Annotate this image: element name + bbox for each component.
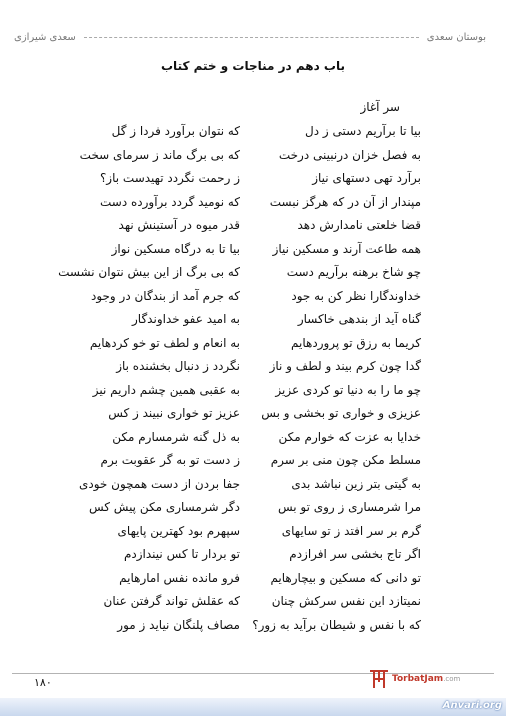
verse-second-hemistich: به ذل گنه شرمسارم مکن <box>112 429 240 444</box>
verse-row <box>0 359 506 383</box>
book-title: بوستان سعدی <box>426 31 486 43</box>
verse-first-hemistich: مرا شرمساری ز روی تو بس <box>277 500 421 514</box>
verse-row <box>0 148 506 172</box>
verse-first-hemistich: گدا چون کرم بیند و لطف و ناز <box>269 359 421 373</box>
intro-label: سر آغاز <box>360 100 400 114</box>
verse-second-hemistich: تو بردار تا کس نیندازدم <box>123 547 240 561</box>
verse-second-hemistich: دگر شرمساری مکن پیش کس <box>88 500 240 514</box>
verse-first-hemistich: کریما به رزق تو پروردهایم <box>291 335 421 350</box>
verse-first-hemistich: عزیزی و خواری تو بخشی و بس <box>261 406 421 420</box>
verse-row <box>0 406 506 430</box>
verse-first-hemistich: گرم بر سر افتد ز تو سایهای <box>281 523 421 538</box>
verse-list <box>0 124 506 641</box>
verse-row <box>0 218 506 242</box>
chapter-title: باب دهم در مناجات و ختم کتاب <box>161 59 345 73</box>
verse-first-hemistich: که با نفس و شیطان برآید به زور؟ <box>252 617 421 632</box>
page-header <box>14 27 486 47</box>
verse-row <box>0 171 506 195</box>
verse-row <box>0 265 506 289</box>
verse-second-hemistich: مصاف پلنگان نیاید ز مور <box>117 617 240 632</box>
verse-row <box>0 453 506 477</box>
verse-row <box>0 618 506 642</box>
verse-first-hemistich: برآرد تهی دستهای نیاز <box>312 171 421 185</box>
verse-second-hemistich: به انعام و لطف تو خو کردهایم <box>89 335 240 350</box>
verse-row <box>0 500 506 524</box>
verse-first-hemistich: خدایا به عزت که خوارم مکن <box>278 429 421 444</box>
author-name: سعدی شیرازی <box>14 31 76 43</box>
verse-first-hemistich: بیا تا برآریم دستی ز دل <box>305 124 421 138</box>
verse-row <box>0 477 506 501</box>
verse-first-hemistich: تو دانی که مسکین و بیچارهایم <box>270 570 421 585</box>
verse-first-hemistich: نمیتازد این نفس سرکش چنان <box>271 594 421 608</box>
verse-first-hemistich: چو شاخ برهنه برآریم دست <box>286 265 421 279</box>
logo-text: TorbatJam.com <box>392 674 461 684</box>
site-logo[interactable] <box>368 668 460 690</box>
verse-first-hemistich: اگر تاج بخشی سر افرازدم <box>289 547 421 561</box>
verse-row <box>0 547 506 571</box>
verse-row <box>0 571 506 595</box>
logo-icon <box>368 668 390 690</box>
verse-second-hemistich: ز دست تو به گر عقوبت برم <box>100 453 240 467</box>
verse-second-hemistich: فرو مانده نفس امارهایم <box>119 570 240 585</box>
verse-row <box>0 195 506 219</box>
verse-first-hemistich: به فصل خزان درنبینی درخت <box>278 147 421 162</box>
header-divider <box>84 37 419 38</box>
verse-second-hemistich: بیا تا به درگاه مسکین نواز <box>111 241 240 256</box>
verse-row <box>0 524 506 548</box>
verse-row <box>0 312 506 336</box>
verse-second-hemistich: که نومید گردد برآورده دست <box>99 194 240 209</box>
verse-second-hemistich: که بی برگ ماند ز سرمای سخت <box>79 147 240 162</box>
verse-second-hemistich: به امید عفو خداوندگار <box>132 312 240 326</box>
verse-second-hemistich: ز رحمت نگردد تهیدست باز؟ <box>99 171 240 185</box>
verse-row <box>0 124 506 148</box>
verse-first-hemistich: مپندار از آن در که هرگز نبست <box>269 194 421 209</box>
verse-second-hemistich: سپهرم بود کهترین پایهای <box>117 523 240 538</box>
verse-second-hemistich: که نتوان برآورد فردا ز گل <box>111 124 240 138</box>
verse-second-hemistich: که عقلش تواند گرفتن عنان <box>103 594 240 608</box>
verse-first-hemistich: مسلط مکن چون منی بر سرم <box>270 453 421 467</box>
verse-second-hemistich: نگردد ز دنبال بخشنده باز <box>116 359 240 373</box>
verse-second-hemistich: جفا بردن از دست همچون خودی <box>78 476 240 491</box>
verse-first-hemistich: همه طاعت آرند و مسکین نیاز <box>272 241 421 256</box>
verse-row <box>0 242 506 266</box>
verse-first-hemistich: قضا خلعتی نامدارش دهد <box>297 218 421 232</box>
verse-row <box>0 289 506 313</box>
verse-second-hemistich: که جرم آمد از بندگان در وجود <box>90 288 240 303</box>
verse-first-hemistich: گناه آید از بندهی خاکسار <box>297 312 421 326</box>
page-number: ۱۸۰ <box>34 676 52 689</box>
verse-first-hemistich: به گیتی بتر زین نباشد بدی <box>291 476 421 491</box>
verse-row <box>0 430 506 454</box>
verse-row <box>0 383 506 407</box>
verse-second-hemistich: به عقبی همین چشم داریم نیز <box>92 382 240 397</box>
verse-first-hemistich: خداوندگارا نظر کن به جود <box>291 288 421 303</box>
verse-first-hemistich: چو ما را به دنیا تو کردی عزیز <box>275 382 421 397</box>
verse-second-hemistich: عزیز تو خواری نبیند ز کس <box>108 406 240 420</box>
verse-second-hemistich: قدر میوه در آستینش نهد <box>118 218 240 232</box>
verse-second-hemistich: که بی برگ از این بیش نتوان نشست <box>58 265 240 279</box>
verse-row <box>0 594 506 618</box>
watermark-text: Anvari.org <box>442 700 502 711</box>
verse-row <box>0 336 506 360</box>
watermark-bar <box>0 698 506 716</box>
